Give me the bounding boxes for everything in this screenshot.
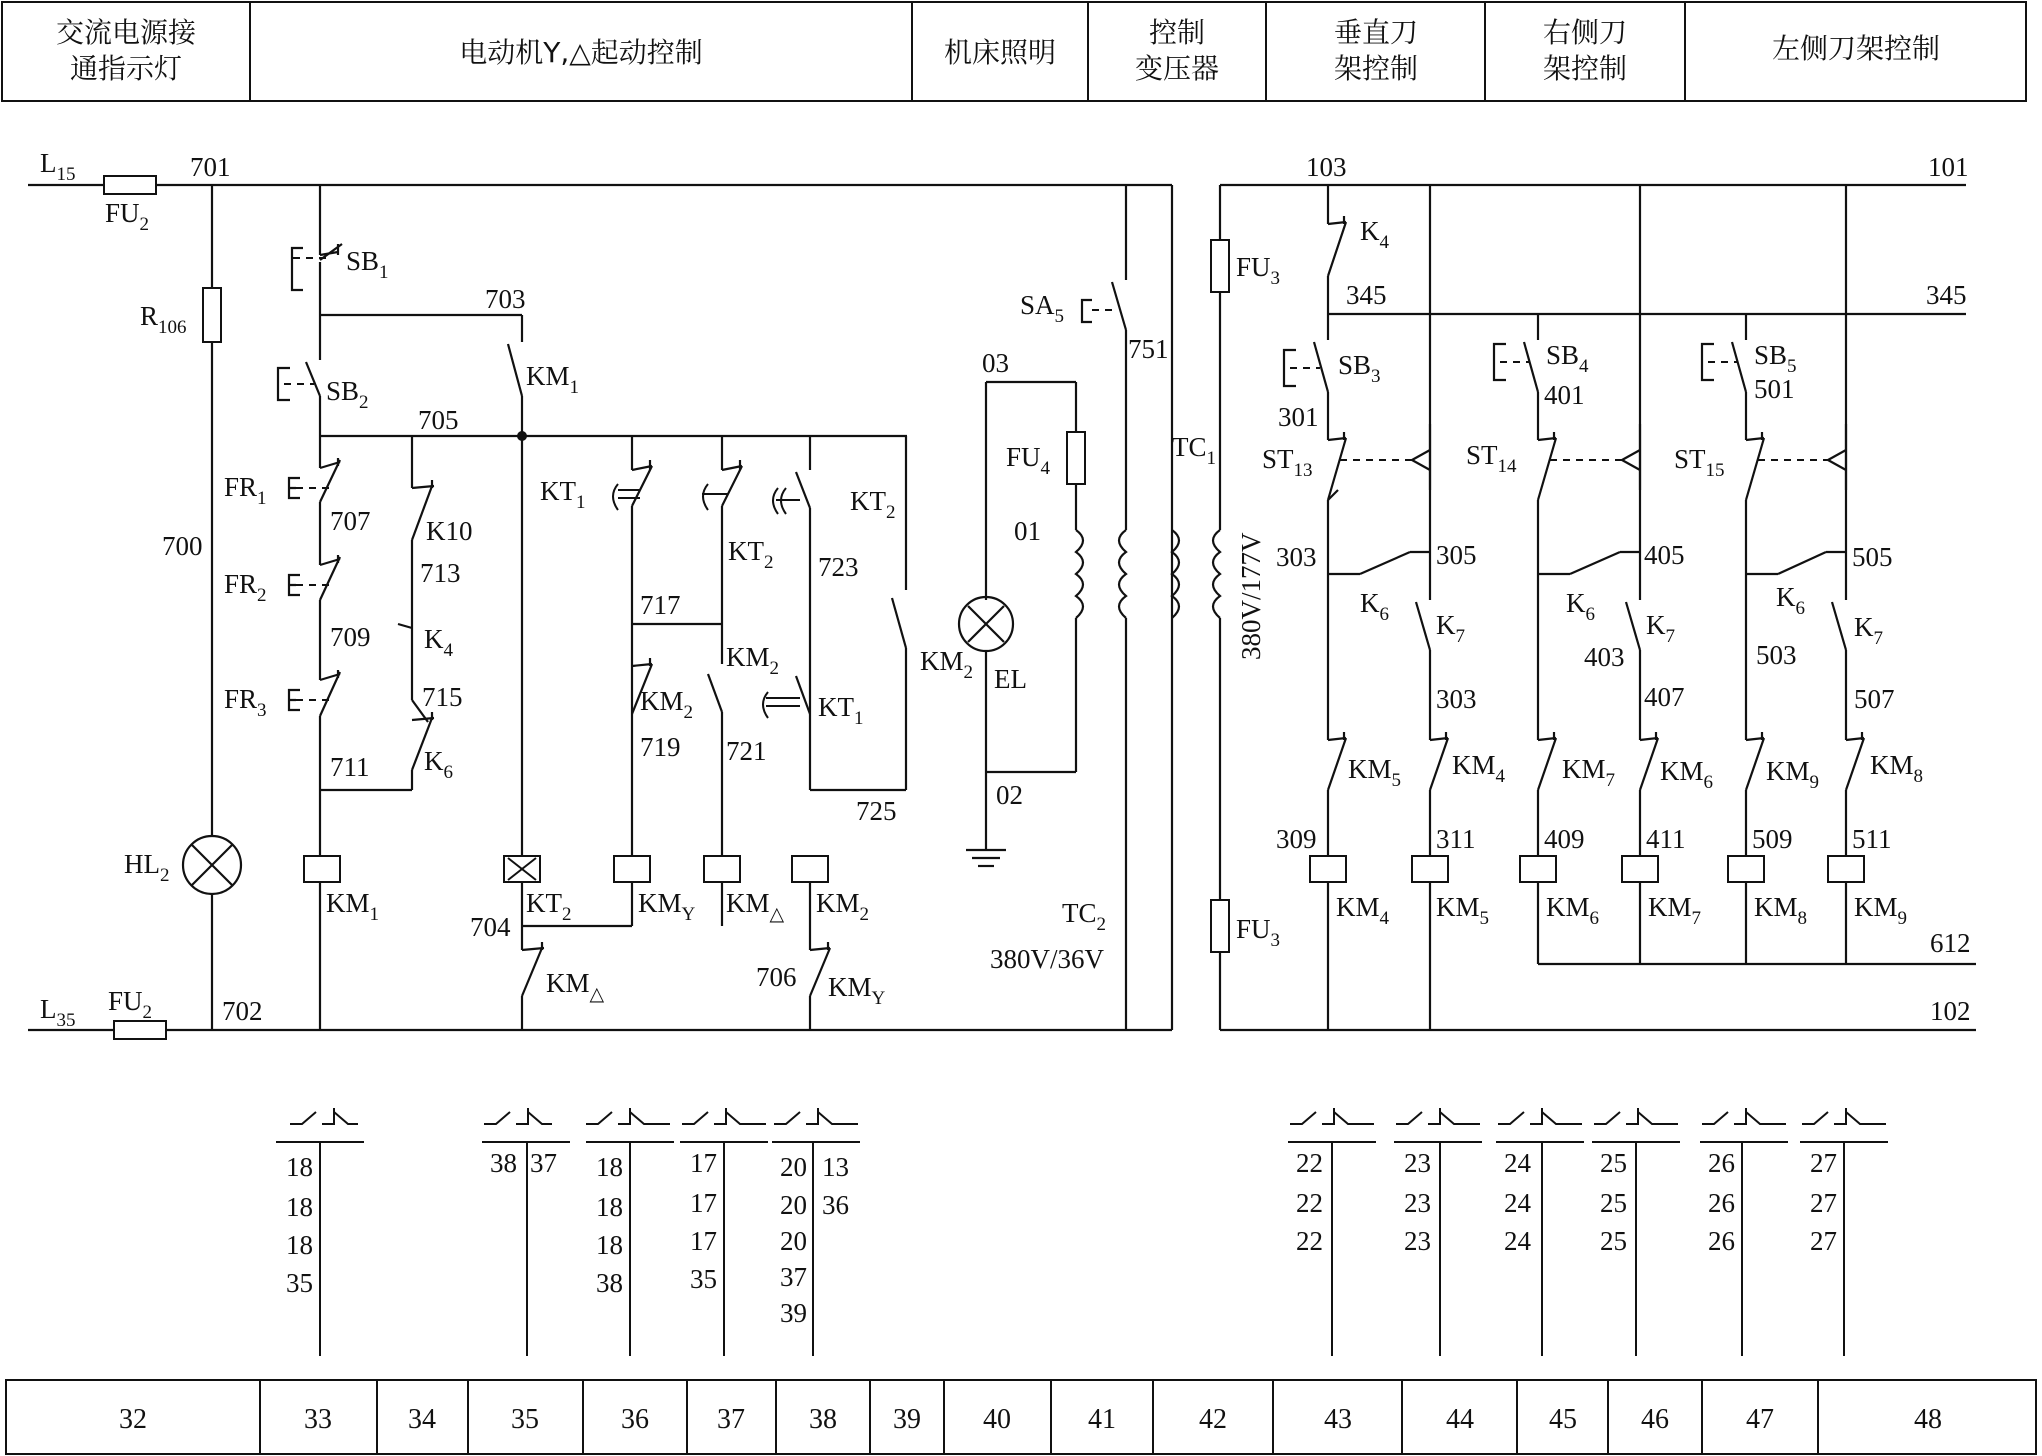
crossref-value: 25: [1600, 1148, 1627, 1178]
crossref-45: [1496, 1108, 1584, 1356]
crossref-38: [772, 1108, 860, 1356]
contact-km1-aux: [508, 344, 522, 396]
contact-km6-nc: [1640, 738, 1658, 790]
node-309: 309: [1276, 824, 1317, 854]
label-l35: $L_{35}$: [40, 994, 76, 1031]
footer-cell: 37: [717, 1404, 745, 1435]
label-km5-nc: $KM_5$: [1348, 754, 1402, 791]
label-km4-nc: $KM_4$: [1452, 750, 1506, 787]
label-sa5: $SA_5$: [1020, 290, 1065, 327]
node-707: 707: [330, 506, 371, 536]
header-7: 左侧刀架控制: [1771, 32, 1941, 65]
footer-cell: 38: [809, 1404, 837, 1435]
label-el: EL: [994, 664, 1027, 694]
contact-km9-nc: [1746, 738, 1764, 790]
contact-kmd-nc: [522, 948, 542, 996]
coil-kmy: [614, 856, 650, 882]
label-k7-left-holder: $K_7$: [1854, 612, 1883, 649]
node-715: 715: [422, 682, 463, 712]
label-tc2-voltage: 380V/36V: [990, 944, 1104, 974]
label-tc2: $TC_2$: [1062, 898, 1107, 935]
label-kt1-nc: $KT_1$: [540, 476, 586, 513]
node-405: 405: [1644, 540, 1685, 570]
label-k6-vertical: $K_6$: [1360, 588, 1389, 625]
label-km6-nc: $KM_6$: [1660, 756, 1714, 793]
crossref-value: 23: [1404, 1148, 1431, 1178]
header-3: 机床照明: [943, 36, 1057, 69]
label-km9-nc: $KM_9$: [1766, 756, 1820, 793]
crossref-value: 24: [1504, 1226, 1531, 1256]
label-fu3-top: $FU_3$: [1236, 252, 1281, 289]
label-kt2-coil: $KT_2$: [526, 888, 572, 925]
label-kmy-nc: $KM_Y$: [828, 972, 886, 1009]
crossref-value: 39: [780, 1298, 807, 1328]
node-01: 01: [1014, 516, 1041, 546]
node-411: 411: [1646, 824, 1686, 854]
node-612: 612: [1930, 928, 1971, 958]
crossref-value: 26: [1708, 1148, 1735, 1178]
switch-sb2: [306, 362, 320, 396]
resistor-r106: [203, 288, 221, 342]
label-tc1: $TC_1$: [1172, 432, 1217, 469]
node-705: 705: [418, 405, 459, 435]
crossref-value: 38: [596, 1268, 623, 1298]
footer-cell: 35: [511, 1404, 539, 1435]
contact-k6-right: [1570, 552, 1620, 574]
footer-cell: 45: [1549, 1404, 1577, 1435]
footer-cell: 46: [1641, 1404, 1669, 1435]
contact-kt2-no: [796, 472, 810, 508]
node-703: 703: [485, 284, 526, 314]
label-km8-nc: $KM_8$: [1870, 750, 1924, 787]
fuse-fu4: [1067, 432, 1085, 484]
node-702: 702: [222, 996, 263, 1026]
label-k7-vertical: $K_7$: [1436, 610, 1465, 647]
crossref-value: 17: [690, 1226, 717, 1256]
contact-km2-no-b: [892, 598, 906, 648]
node-701: 701: [190, 152, 231, 182]
contact-kt1-no: [796, 676, 810, 714]
label-st14: $ST_{14}$: [1466, 440, 1517, 477]
crossref-value: 18: [596, 1192, 623, 1222]
switch-sb5: [1732, 342, 1746, 392]
node-02: 02: [996, 780, 1023, 810]
label-k6-left: $K_6$: [424, 746, 453, 783]
crossref-value: 20: [780, 1190, 807, 1220]
crossref-value: 18: [286, 1230, 313, 1260]
contact-k4-main: [1328, 222, 1346, 276]
node-704: 704: [470, 912, 511, 942]
label-kmd-nc: $KM_\triangle$: [546, 968, 605, 1005]
footer-cell: 44: [1446, 1404, 1474, 1435]
header-5-line1: 垂直刀: [1333, 16, 1419, 49]
node-311: 311: [1436, 824, 1476, 854]
node-725: 725: [856, 796, 897, 826]
machine-lighting-section: [959, 348, 1085, 866]
crossref-value: 25: [1600, 1226, 1627, 1256]
crossref-value: 18: [596, 1230, 623, 1260]
crossref-value: 23: [1404, 1188, 1431, 1218]
footer-cell: 48: [1914, 1404, 1942, 1435]
label-sb3: $SB_3$: [1338, 350, 1381, 387]
switch-sa5: [1112, 282, 1126, 330]
switch-sb4: [1524, 342, 1538, 392]
contact-km2-no: [708, 674, 722, 712]
node-407: 407: [1644, 682, 1685, 712]
crossref-value: 20: [780, 1152, 807, 1182]
label-tc1-voltage: 380V/177V: [1236, 532, 1266, 660]
label-fu3-bottom: $FU_3$: [1236, 914, 1281, 951]
contact-k7-left-holder: [1832, 602, 1846, 650]
crossref-44: [1394, 1108, 1482, 1356]
label-fu2-top: $FU_2$: [105, 198, 150, 235]
crossref-value: 18: [286, 1192, 313, 1222]
contact-km8-nc: [1846, 738, 1864, 790]
label-l15: $L_{15}$: [40, 148, 76, 185]
node-706: 706: [756, 962, 797, 992]
node-511: 511: [1852, 824, 1892, 854]
label-fu2-bottom: $FU_2$: [108, 986, 153, 1023]
node-305: 305: [1436, 540, 1477, 570]
crossref-value: 22: [1296, 1226, 1323, 1256]
footer-cell: 34: [408, 1404, 436, 1435]
coil-km5: [1412, 856, 1448, 882]
crossref-value: 24: [1504, 1188, 1531, 1218]
header-table: [2, 2, 2026, 101]
label-r106: $R_{106}$: [140, 301, 187, 338]
node-409: 409: [1544, 824, 1585, 854]
label-hl2: $HL_2$: [124, 849, 170, 886]
crossref-value: 35: [286, 1268, 313, 1298]
header-6-line2: 架控制: [1542, 52, 1628, 85]
contact-km7-nc: [1538, 738, 1556, 790]
coil-km8: [1728, 856, 1764, 882]
label-fu4: $FU_4$: [1006, 442, 1051, 479]
transformer-tc1-secondary: [1213, 530, 1220, 618]
coil-km6: [1520, 856, 1556, 882]
label-k4-main: $K_4$: [1360, 216, 1389, 253]
power-indicator-section: [28, 148, 1172, 1039]
node-401: 401: [1544, 380, 1585, 410]
header-1-line1: 交流电源接: [55, 16, 197, 49]
label-km7-coil: $KM_7$: [1648, 892, 1702, 929]
label-km7-nc: $KM_7$: [1562, 754, 1616, 791]
label-km8-coil: $KM_8$: [1754, 892, 1808, 929]
coil-km1: [304, 856, 340, 882]
transformer-tc2-secondary: [1076, 530, 1083, 618]
label-km4-coil: $KM_4$: [1336, 892, 1390, 929]
coil-km9: [1828, 856, 1864, 882]
contact-kt2-nc: [722, 466, 742, 506]
node-721: 721: [726, 736, 767, 766]
label-kt2-no: $KT_2$: [850, 486, 896, 523]
crossref-value: 22: [1296, 1188, 1323, 1218]
label-k6-left-holder: $K_6$: [1776, 582, 1805, 619]
crossref-48: [1800, 1108, 1888, 1356]
coil-km2: [792, 856, 828, 882]
label-fr3: $FR_3$: [224, 684, 267, 721]
label-kmd-coil: $KM_\triangle$: [726, 888, 785, 925]
crossref-value: 27: [1810, 1226, 1837, 1256]
footer-cell: 42: [1199, 1404, 1227, 1435]
crossref-46: [1592, 1108, 1680, 1356]
label-km6-coil: $KM_6$: [1546, 892, 1600, 929]
node-303-right: 303: [1436, 684, 1477, 714]
label-fr1: $FR_1$: [224, 472, 267, 509]
footer-table: [6, 1380, 2036, 1454]
coil-km4: [1310, 856, 1346, 882]
header-2: 电动机Y,△起动控制: [459, 36, 703, 69]
node-301: 301: [1278, 402, 1319, 432]
node-505: 505: [1852, 542, 1893, 572]
crossref-value: 35: [690, 1264, 717, 1294]
footer-cell: 39: [893, 1404, 921, 1435]
crossref-value: 27: [1810, 1188, 1837, 1218]
node-501: 501: [1754, 374, 1795, 404]
node-303-left: 303: [1276, 542, 1317, 572]
node-717: 717: [640, 590, 681, 620]
node-03: 03: [982, 348, 1009, 378]
label-km5-coil: $KM_5$: [1436, 892, 1490, 929]
contact-k6-left-holder: [1778, 552, 1826, 574]
footer-cell: 36: [621, 1404, 649, 1435]
label-kt1-no: $KT_1$: [818, 692, 864, 729]
coil-kmd: [704, 856, 740, 882]
label-km2-no: $KM_2$: [726, 642, 780, 679]
contact-kmy-nc: [810, 948, 830, 996]
node-509: 509: [1752, 824, 1793, 854]
crossref-value: 26: [1708, 1188, 1735, 1218]
crossref-value: 38: [490, 1148, 517, 1178]
node-101: 101: [1928, 152, 1969, 182]
contact-kt1-nc: [632, 466, 652, 506]
label-k4-left: $K_4$: [424, 624, 453, 661]
header-4-line1: 控制: [1148, 16, 1206, 49]
footer-cell: 47: [1746, 1404, 1774, 1435]
fuse-fu2-top: [104, 176, 156, 194]
transformer-tc2-primary: [1119, 530, 1126, 618]
contact-km4-nc: [1430, 738, 1448, 790]
crossref-36: [586, 1108, 674, 1356]
fuse-fu2-bottom: [114, 1021, 166, 1039]
crossref-33: [276, 1108, 364, 1356]
node-507: 507: [1854, 684, 1895, 714]
label-st13: $ST_{13}$: [1262, 444, 1313, 481]
crossref-value: 20: [780, 1226, 807, 1256]
crossref-value: 13: [822, 1152, 849, 1182]
node-711: 711: [330, 752, 370, 782]
label-st15: $ST_{15}$: [1674, 444, 1725, 481]
contact-cross-reference: [276, 1108, 1888, 1356]
fuse-fu3-bottom: [1211, 900, 1229, 952]
label-sb4: $SB_4$: [1546, 340, 1589, 377]
label-k10: K10: [426, 516, 473, 546]
crossref-value: 27: [1810, 1148, 1837, 1178]
crossref-value: 26: [1708, 1226, 1735, 1256]
crossref-value: 23: [1404, 1226, 1431, 1256]
node-700: 700: [162, 531, 203, 561]
node-103: 103: [1306, 152, 1347, 182]
label-km9-coil: $KM_9$: [1854, 892, 1908, 929]
crossref-value: 18: [286, 1152, 313, 1182]
node-719: 719: [640, 732, 681, 762]
contact-k7-vertical: [1416, 602, 1430, 650]
crossref-value: 37: [530, 1148, 557, 1178]
footer-cell: 41: [1088, 1404, 1116, 1435]
label-km1-aux: $KM_1$: [526, 361, 580, 398]
label-kt2-nc: $KT_2$: [728, 536, 774, 573]
crossref-value: 37: [780, 1262, 807, 1292]
footer-cell: 32: [119, 1404, 147, 1435]
crossref-value: 18: [596, 1152, 623, 1182]
motor-start-control-section: [224, 185, 973, 1030]
crossref-value: 25: [1600, 1188, 1627, 1218]
crossref-value: 24: [1504, 1148, 1531, 1178]
contact-k7-right: [1626, 602, 1640, 650]
label-k7-right: $K_7$: [1646, 610, 1675, 647]
crossref-value: 17: [690, 1188, 717, 1218]
crossref-value: 36: [822, 1190, 849, 1220]
footer-cell: 33: [304, 1404, 332, 1435]
label-kmy-coil: $KM_Y$: [638, 888, 696, 925]
crossref-47: [1700, 1108, 1788, 1356]
coil-km7: [1622, 856, 1658, 882]
label-km2-no-b: $KM_2$: [920, 646, 974, 683]
node-709: 709: [330, 622, 371, 652]
header-1-line2: 通指示灯: [69, 52, 183, 85]
limit-switch-st15-nc: [1746, 438, 1764, 500]
crossref-37: [680, 1108, 768, 1356]
label-sb5: $SB_5$: [1754, 340, 1797, 377]
crossref-value: 22: [1296, 1148, 1323, 1178]
node-723: 723: [818, 552, 859, 582]
label-km1-coil: $KM_1$: [326, 888, 380, 925]
header-6-line1: 右侧刀: [1542, 16, 1628, 49]
crossref-35: [482, 1108, 570, 1356]
footer-cell: 43: [1324, 1404, 1352, 1435]
node-713: 713: [420, 558, 461, 588]
contact-km5-nc: [1328, 738, 1346, 790]
label-km2-coil: $KM_2$: [816, 888, 870, 925]
tool-holder-control-section: [1211, 152, 1976, 1030]
header-5-line2: 架控制: [1333, 52, 1419, 85]
limit-switch-st14-nc: [1538, 438, 1556, 500]
label-k6-right: $K_6$: [1566, 588, 1595, 625]
contact-k6-vertical: [1360, 552, 1410, 574]
crossref-43: [1288, 1108, 1376, 1356]
crossref-value: 17: [690, 1148, 717, 1178]
node-102: 102: [1930, 996, 1971, 1026]
fuse-fu3-top: [1211, 240, 1229, 292]
node-403: 403: [1584, 642, 1625, 672]
footer-cell: 40: [983, 1404, 1011, 1435]
label-km2-nc-a: $KM_2$: [640, 686, 694, 723]
node-751: 751: [1128, 334, 1169, 364]
label-sb1: $SB_1$: [346, 246, 389, 283]
label-fr2: $FR_2$: [224, 569, 267, 606]
node-345-right: 345: [1926, 280, 1967, 310]
node-345-left: 345: [1346, 280, 1387, 310]
label-sb2: $SB_2$: [326, 376, 369, 413]
header-4-line2: 变压器: [1134, 52, 1220, 85]
node-503: 503: [1756, 640, 1797, 670]
